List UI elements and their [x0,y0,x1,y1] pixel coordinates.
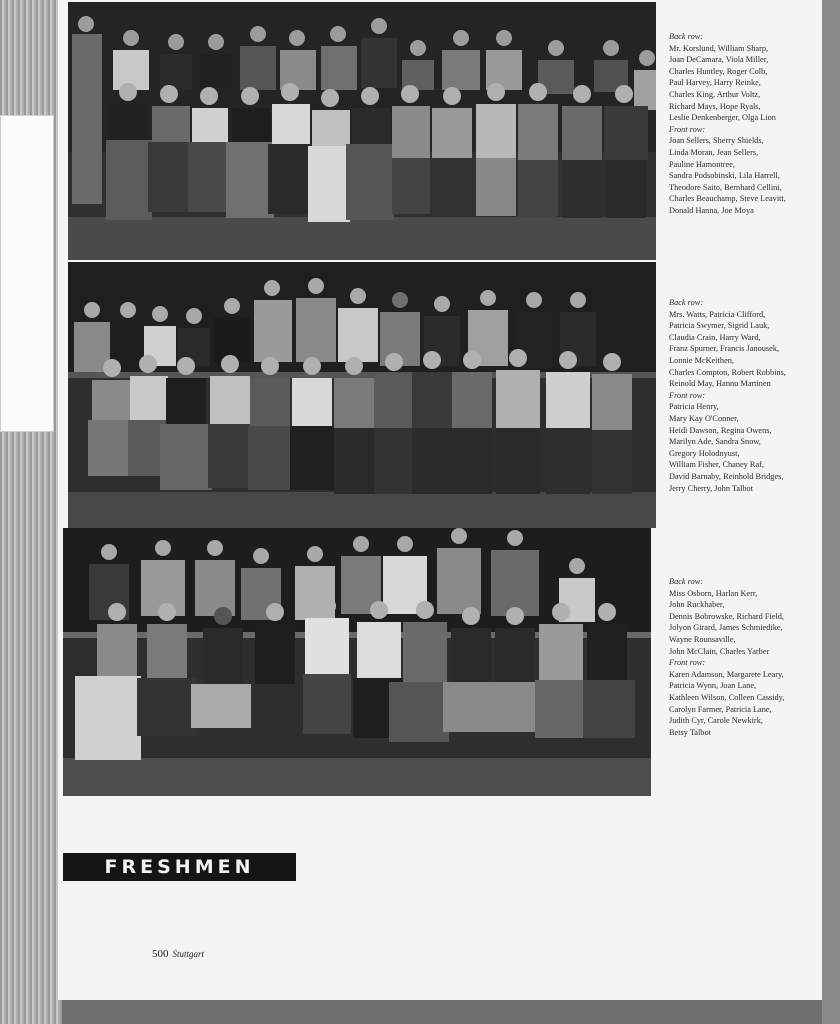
front-row-label: Front row: [669,658,706,668]
caption-line: John McClain, Charles Yarber [669,646,770,656]
caption-photo-3 [669,576,819,738]
caption-line: Richard Mays, Hope Ryals, [669,101,761,111]
caption-line: Mary Kay O'Conner, [669,413,739,423]
caption-line: Patricia Swymer, Sigrid Lauk, [669,321,770,331]
back-row-label: Back row: [669,298,704,307]
page-folio [152,948,204,960]
caption-line: Miss Osborn, Harlan Kerr, [669,588,758,598]
caption-line: Donald Hanna, Joe Moya [669,205,754,215]
class-photo-2 [68,262,656,528]
caption-line: Jolyon Girard, James Schmiedike, [669,623,783,633]
caption-line: Charles King, Arthur Voltz, [669,89,761,99]
caption-line: Mrs. Watts, Patricia Clifford, [669,309,766,319]
back-row-label: Back row: [669,577,704,586]
caption-line: Marilyn Ade, Sandra Snow, [669,437,761,447]
front-row-label: Front row: [669,124,706,134]
section-banner: FRESHMEN [63,853,296,881]
caption-line: Mr. Korslund, William Sharp, [669,43,769,53]
caption-line: Theodore Saito, Bernhard Cellini, [669,182,782,192]
caption-line: Lonnie McKeithen, [669,355,734,365]
scan-right-edge [822,0,840,1024]
caption-line: Paul Harvey, Harry Reinke, [669,78,761,88]
school-name: Stuttgart [172,949,205,959]
caption-photo-1 [669,31,819,217]
caption-line: Dennis Bobrowske, Richard Field, [669,611,784,621]
caption-line: Wayne Rounsaville, [669,634,736,644]
caption-line: David Barnaby, Reinhold Bridges, [669,471,784,481]
caption-line: Charles Beauchamp, Steve Leavitt, [669,194,786,204]
page-tab-marker [0,115,54,432]
caption-line: Joan DeCamara, Viola Miller, [669,55,769,65]
caption-line: Charles Compton, Robert Robbins, [669,367,786,377]
caption-line: Sandra Podsobinski, Lila Harrell, [669,171,780,181]
caption-line: Kathleen Wilson, Colleen Cassidy, [669,692,785,702]
caption-line: Patricia Henry, [669,402,719,412]
caption-line: Linda Moran, Jean Sellers, [669,147,759,157]
caption-line: Gregory Holodnyust, [669,448,740,458]
caption-line: Patricia Wynn, Joan Lane, [669,681,757,691]
page-number: 500 [152,948,169,960]
caption-line: Pauline Hamontree, [669,159,735,169]
caption-line: Reinold May, Hannu Martinen [669,379,771,389]
caption-line: John Ruckhaber, [669,600,725,610]
caption-line: Jerry Cherry, John Talbot [669,483,753,493]
caption-line: Joan Sellers, Sherry Shields, [669,136,764,146]
caption-line: Karen Adamson, Margarete Leary, [669,669,784,679]
back-row-label: Back row: [669,32,704,41]
caption-line: Leslie Denkenberger, Olga Lion [669,113,776,123]
front-row-label: Front row: [669,390,706,400]
caption-line: Judith Cyr, Carole Newkirk, [669,716,763,726]
caption-photo-2 [669,297,819,494]
caption-line: Heidi Dawson, Regina Owens, [669,425,772,435]
caption-line: Betsy Talbot [669,727,711,737]
caption-line: Charles Huntley, Roger Colb, [669,66,768,76]
caption-line: Claudia Crain, Harry Ward, [669,332,761,342]
caption-line: Franz Spurner, Francis Janousek, [669,344,780,354]
class-photo-1 [68,2,656,260]
caption-line: William Fisher, Chaney Raf, [669,460,764,470]
class-photo-3 [63,528,651,796]
caption-line: Carolyn Farmer, Patricia Lane, [669,704,772,714]
